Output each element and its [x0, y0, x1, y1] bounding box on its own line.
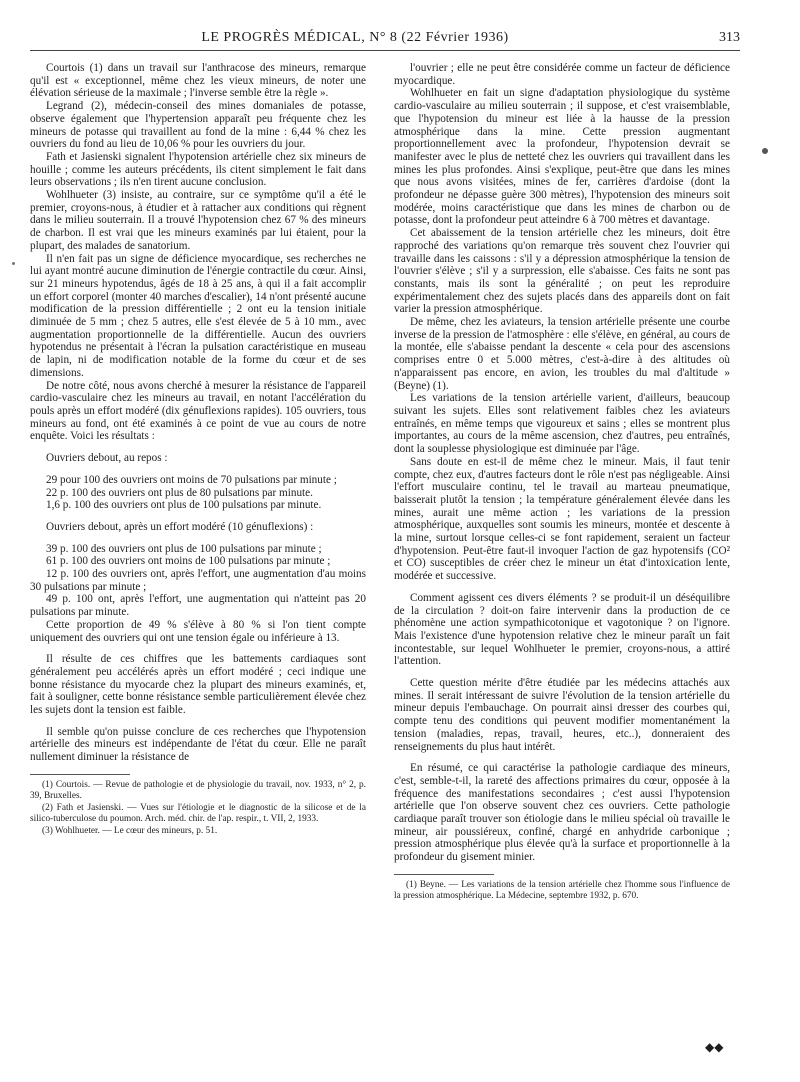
paragraph: 49 p. 100 ont, après l'effort, une augmentation qui n'atteint pas 20 pulsations par minute. [30, 593, 366, 619]
left-column [30, 62, 366, 838]
paragraph: Wohlhueter (3) insiste, au contraire, sur ce symptôme qu'il a été le premier, croyons-nous, à étudier et à rattacher aux conditions qui règnent dans le milieu souterrain. Il a trouvé l'hypotension chez 67 % des mineurs de charbon. Il est vrai que les mineurs examinés par lui étaient, pour la plupart, des malades de sanatorium. [30, 189, 366, 252]
paragraph: Sans doute en est-il de même chez le mineur. Mais, il faut tenir compte, chez eux, d'autres facteurs dont le rôle n'est pas négligeable. Ainsi l'effort musculaire continu, tel le travail au marteau pneumatique, baisserait plutôt la tension ; la température généralement élevée dans les mines, aurait une même action ; les variations de la pression atmosphérique, auxquelles sont soumis les mineurs, montée et descente à la mine, surtout lorsque celles-ci se font rapidement, seraient un facteur d'hypotension. Peut-être faut-il invoquer l'action de gaz hypotensifs (CO² et CO) susceptibles de créer chez le mineur un état d'intoxication lente, modérée et successive. [394, 455, 730, 583]
end-ornament: ◆◆ [705, 1040, 724, 1054]
paragraph: Il n'en fait pas un signe de déficience myocardique, ses recherches ne lui ayant montré aucune diminution de l'énergie contractile du cœur. Ainsi, sur 21 mineurs hypotendus, âgés de 18 à 25 ans, à qui il a fait accomplir un effort corporel (monter 40 marches d'escalier), 14 n'ont présenté aucune modification de la pression différentielle ; 2 ont eu la tension initiale diminuée de 5 mm ; chez 5 autres, elle s'est élevée de 5 à 10 mm., avec augmentation proportionnelle de la différentielle. Aucun des ouvriers hypotendus ne présentait à l'écran la pulsation caractéristique en museau de lapin, ni de modification notable de la forme du cœur et de ses dimensions. [30, 252, 366, 379]
margin-speck [12, 262, 15, 265]
paragraph: 29 pour 100 des ouvriers ont moins de 70 pulsations par minute ; [46, 473, 337, 486]
footnotes [30, 780, 366, 837]
paragraph: 12 p. 100 des ouvriers ont, après l'effort, une augmentation d'au moins 30 pulsations par minute ; [30, 568, 366, 593]
paragraph: De notre côté, nous avons cherché à mesurer la résistance de l'appareil cardio-vasculaire chez les mineurs au travail, en notant l'accélération du pouls après un effort modéré (dix génuflexions rapides). 105 ouvriers, tous mineurs au fond, ont été examinés à ce point de vue au cours de notre enquête. Voici les résultats : [30, 379, 366, 443]
paragraph: Legrand (2), médecin-conseil des mines domaniales de potasse, observe également que l'hypertension apparaît peu fréquente chez les mineurs de potasse qui travaillent au fond de la mine : 6,44 % chez les ouvriers du fond au lieu de 10,06 % pour les ouvriers du jour. [30, 100, 366, 151]
paragraph: En résumé, ce qui caractérise la pathologie cardiaque des mineurs, c'est, semble-t-il, la rareté des affections primaires du cœur, opposée à la fréquence des manifestations secondaires ; c'est aussi l'hypotension artérielle que l'on observe souvent chez ces ouvriers. Cette pathologie cardiaque paraît trouver son étiologie dans le milieu spécial où travaille le mineur, air poussiéreux, confiné, chargé en anhydride carbonique ; pression atmosphérique plus élevée qu'à la surface et proportionnelle à la profondeur du gisement minier. [394, 762, 730, 864]
margin-blot [762, 148, 768, 154]
right-column [394, 62, 730, 903]
footnote: (3) Wohlhueter. — Le cœur des mineurs, p. 51. [42, 825, 218, 836]
running-head: LE PROGRÈS MÉDICAL, N° 8 (22 Février 1936) [201, 30, 509, 45]
paragraph: Ouvriers debout, après un effort modéré (10 génuflexions) : [46, 520, 314, 533]
page-number: 313 [719, 30, 740, 45]
paragraph: Cet abaissement de la tension artérielle chez les mineurs, doit être rapproché des variations qu'on remarque très souvent chez l'ouvrier qui travaille dans les caissons : s'il y a dépression atmosphérique la tension de l'ouvrier s'élève ; s'il y a surpression, elle s'abaisse. Ces faits ne sont pas constants, mais ils sont la généralité ; on peut les reproduire expérimentalement chez des sujets placés dans des appareils dont on fait varier la pression atmosphérique. [394, 227, 730, 316]
paragraph: Wohlhueter en fait un signe d'adaptation physiologique du système cardio-vasculaire au milieu souterrain ; il suppose, et c'est vraisemblable, que l'hypotension du mineur est liée à la hausse de la pression atmosphérique dans la mine. Cette pression augmentant proportionnellement avec la profondeur, l'hypotension devrait se manifester avec le plus de netteté chez les ouvriers qui travaillent dans les mines les plus profondes. Ainsi s'explique, peut-être que dans les mines que nous avons visitées, mines de fer, carrières d'ardoise (dont la profondeur ne dépasse guère 300 mètres), l'hypotension des mineurs soit modérée, moins caractéristique que dans les mines de charbon ou de potasse, dont la profondeur peut atteindre 6 à 700 mètres et davantage. [394, 87, 730, 227]
paragraph: Il semble qu'on puisse conclure de ces recherches que l'hypotension artérielle des mineurs est indépendante de l'état du cœur. Elle ne paraît nullement diminuer la résistance de [30, 725, 366, 764]
header-rule [30, 50, 740, 51]
paragraph: 61 p. 100 des ouvriers ont moins de 100 pulsations par minute ; [46, 555, 331, 568]
paragraph: Comment agissent ces divers éléments ? se produit-il un déséquilibre de la circulation ? doit-on faire intervenir dans la production de ce phénomène une action sympathicotonique et vagotonique ? on l'ignore. Mais l'existence d'une hypotension relative chez le mineur paraît un fait incontestable, sur lequel Wohlhueter le premier, croyons-nous, a attiré l'attention. [394, 591, 730, 668]
paragraph: Courtois (1) dans un travail sur l'anthracose des mineurs, remarque qu'il est « exceptionnel, même chez les vieux mineurs, de noter une élévation sérieuse de la maximale ; l'inverse semble être la règle ». [30, 62, 366, 100]
paragraph: Ouvriers debout, au repos : [46, 452, 168, 465]
paragraph: Fath et Jasienski signalent l'hypotension artérielle chez six mineurs de houille ; comme les auteurs précédents, ils citent simplement le fait dans leurs observations ; ils n'en tirent aucune conclusion. [30, 150, 366, 189]
footnote: (1) Beyne. — Les variations de la tension artérielle chez l'homme sous l'influence de la pression atmosphérique. La Médecine, septembre 1932, p. 670. [394, 879, 730, 901]
footnote-rule [30, 774, 130, 775]
paragraph: 39 p. 100 des ouvriers ont plus de 100 pulsations par minute ; [46, 542, 322, 555]
paragraph: Cette question mérite d'être étudiée par les médecins attachés aux mines. Il serait intéressant de suivre l'évolution de la tension artérielle du mineur depuis l'embauchage. On pourrait ainsi dresser des courbes qui, compte tenu des conditions qui peuvent modifier momentanément la tension (maladies, repas, travail, heures, etc..), donneraient des renseignements du plus haut intérêt. [394, 677, 730, 753]
paragraph: Il résulte de ces chiffres que les battements cardiaques sont généralement peu accélérés après un effort modéré ; ceci indique une bonne résistance du myocarde chez la plupart des mineurs examinés, et, fait à souligner, cette bonne résistance semble particulièrement élevée chez les sujets dont la tension est faible. [30, 653, 366, 717]
footnote-rule [394, 874, 494, 875]
paragraph: l'ouvrier ; elle ne peut être considérée comme un facteur de déficience myocardique. [394, 62, 730, 87]
paragraph: Cette proportion de 49 % s'élève à 80 % si l'on tient compte uniquement des ouvriers qui ont une tension égale ou inférieure à 13. [30, 618, 366, 644]
footnote: (1) Courtois. — Revue de pathologie et de physiologie du travail, nov. 1933, n° 2, p. 39, Bruxelles. [30, 779, 366, 801]
footnote: (2) Fath et Jasienski. — Vues sur l'étiologie et le diagnostic de la silicose et de la silico-tuberculose du poumon. Arch. méd. chir. de l'ap. respir., t. VII, 2, 1933. [30, 802, 366, 824]
paragraph: 1,6 p. 100 des ouvriers ont plus de 100 pulsations par minute. [46, 499, 322, 512]
page-header [30, 30, 740, 48]
paragraph: De même, chez les aviateurs, la tension artérielle présente une courbe inverse de la pression de l'atmosphère : elle s'élève, en général, au cours de la montée, elle s'abaisse pendant la descente « cela pour des ascensions comprises entre 0 et 5.000 mètres, c'est-à-dire à des altitudes où n'apparaissent pas encore, en avion, les troubles du mal d'altitude » (Beyne) (1). [394, 316, 730, 392]
paragraph: Les variations de la tension artérielle varient, d'ailleurs, beaucoup suivant les sujets. Elles sont relativement faibles chez les aviateurs entraînés, en même temps que vigoureux et sains ; elles se montrent plus importantes, au cours de la même ascension, chez d'autres, peu entraînés, dont la souplesse physiologique est diminuée par l'âge. [394, 392, 730, 456]
footnotes [394, 880, 730, 902]
paragraph: 22 p. 100 des ouvriers ont plus de 80 pulsations par minute. [46, 486, 313, 499]
